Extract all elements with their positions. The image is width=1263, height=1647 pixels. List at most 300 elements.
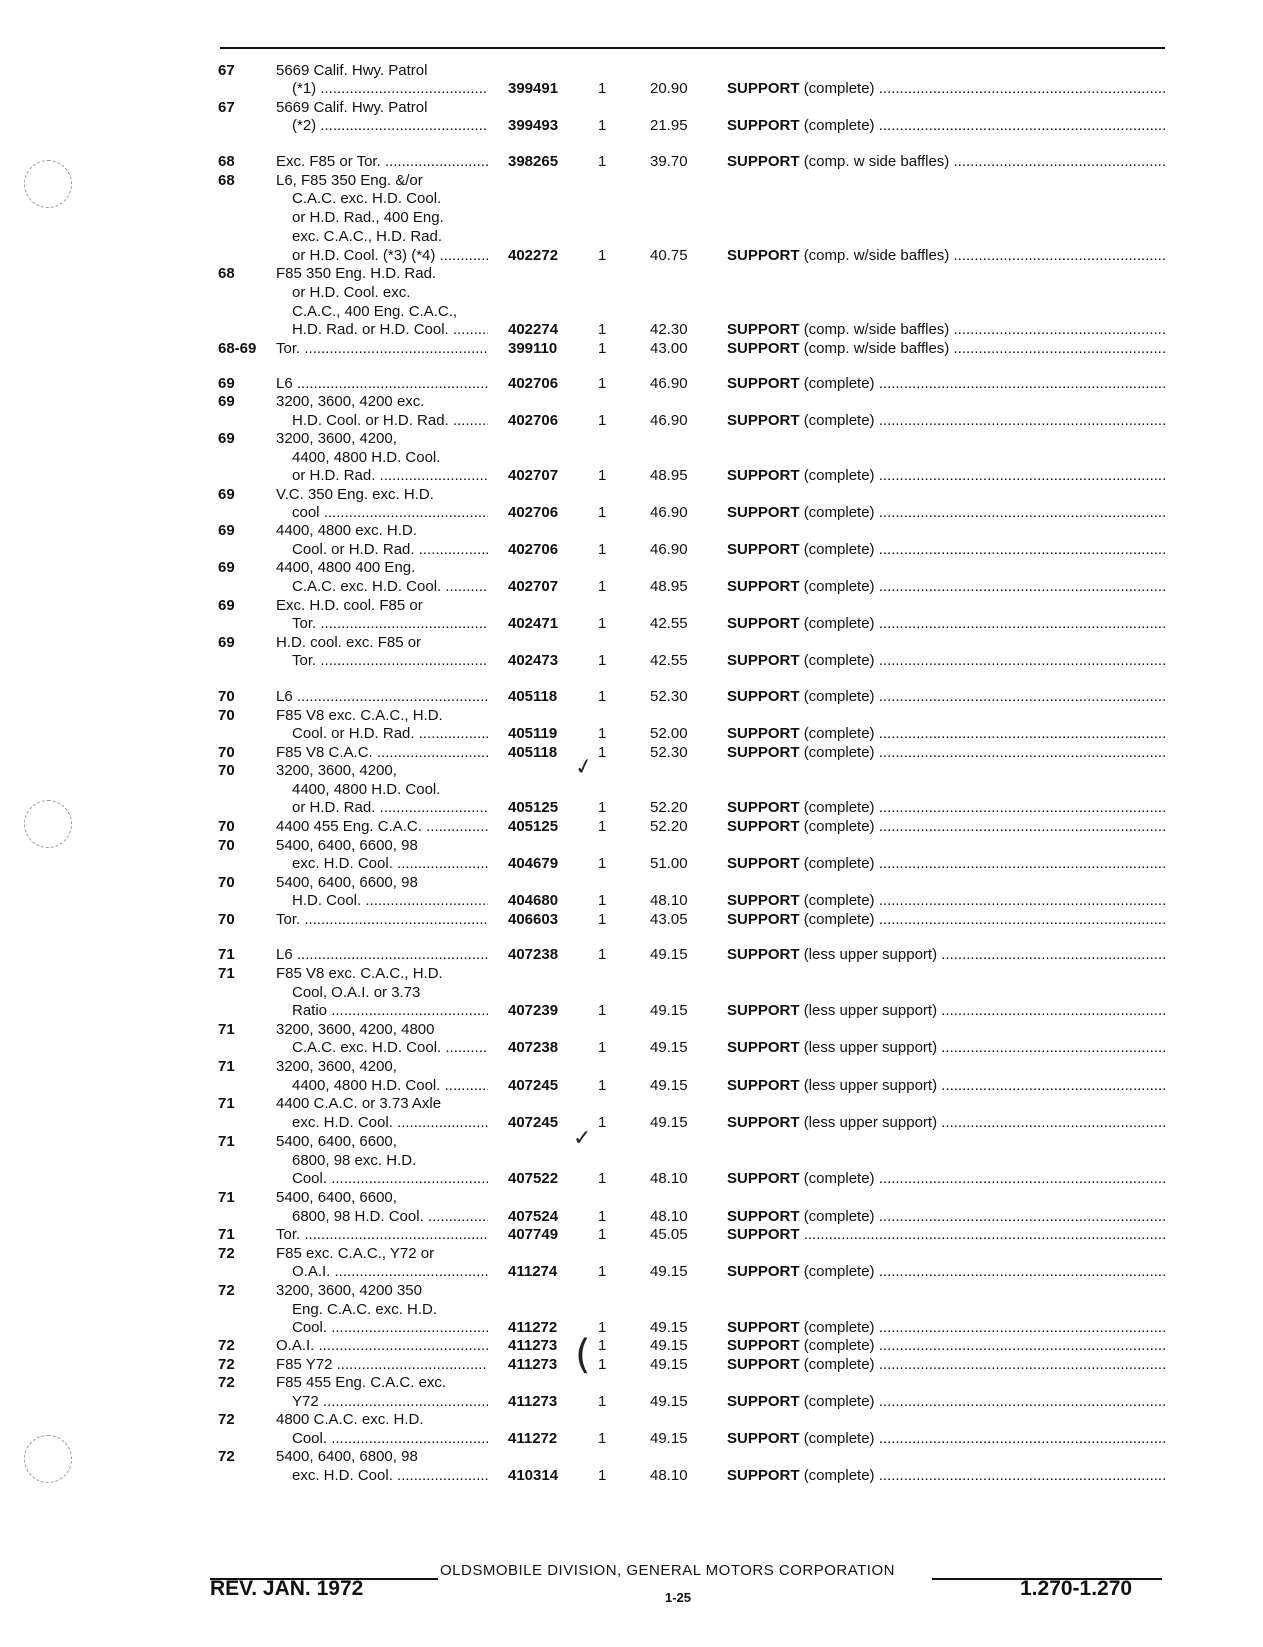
price: 49.15 [650, 1002, 688, 1019]
part-name [727, 1038, 1167, 1058]
application-description [276, 79, 488, 99]
model-year: 72 [218, 1282, 235, 1299]
application-text: F85 V8 C.A.C. ..... [276, 744, 488, 761]
part-number: 402272 [508, 247, 559, 264]
handwritten-check-mark: ✓ [573, 1126, 592, 1151]
part-name-bold: SUPPORT [727, 911, 800, 928]
application-text: F85 350 Eng. H.D. Rad. [276, 265, 437, 282]
application-description [276, 817, 488, 837]
price: 51.00 [650, 855, 688, 872]
part-name [727, 1001, 1167, 1021]
quantity: 1 [598, 855, 607, 872]
application-description [276, 1188, 488, 1208]
application-text: 5400, 6400, 6600, 98 [276, 874, 418, 891]
quantity: 1 [598, 247, 607, 264]
model-year: 69 [218, 486, 235, 503]
part-name [727, 1355, 1167, 1375]
part-note: (complete) ..... [804, 725, 1167, 742]
part-name [727, 466, 1167, 486]
application-description [276, 614, 488, 634]
model-year: 68-69 [218, 340, 257, 357]
application-description [276, 264, 488, 284]
application-text: Cool. or H.D. Rad. ..... [276, 541, 488, 558]
application-description [276, 1466, 488, 1486]
part-name-bold: SUPPORT [727, 1467, 800, 1484]
price: 48.10 [650, 1208, 688, 1225]
part-number: 411273 [508, 1356, 558, 1373]
part-note: (complete) ..... [804, 541, 1167, 558]
price: 46.90 [650, 375, 688, 392]
model-year: 70 [218, 762, 235, 779]
part-name [727, 1169, 1167, 1189]
quantity: 1 [598, 1077, 607, 1094]
part-note: (complete) ..... [804, 504, 1167, 521]
application-description [276, 448, 488, 468]
application-description [276, 1001, 488, 1021]
application-description [276, 1300, 488, 1320]
model-year: 69 [218, 393, 235, 410]
part-name [727, 651, 1167, 671]
model-year: 69 [218, 522, 235, 539]
application-description [276, 411, 488, 431]
application-description [276, 208, 488, 228]
application-text: 4400 455 Eng. C.A.C. ..... [276, 818, 488, 835]
application-description [276, 540, 488, 560]
part-number: 402706 [508, 541, 559, 558]
part-note: (comp. w side baffles) ..... [804, 153, 1167, 170]
quantity: 1 [598, 80, 607, 97]
part-note: (complete) ..... [804, 117, 1167, 134]
price: 39.70 [650, 153, 688, 170]
part-name-bold: SUPPORT [727, 467, 800, 484]
application-description [276, 891, 488, 911]
model-year: 69 [218, 430, 235, 447]
application-text: or H.D. Rad. ..... [276, 467, 488, 484]
application-description [276, 98, 488, 118]
application-text: 4400, 4800 H.D. Cool. [292, 781, 441, 798]
application-text: H.D. Cool. or H.D. Rad. ..... [276, 412, 488, 429]
application-text: C.A.C. exc. H.D. Cool. ..... [276, 1039, 488, 1056]
part-note: (complete) ..... [804, 1393, 1167, 1410]
price: 52.20 [650, 818, 688, 835]
application-text: H.D. Cool. ..... [276, 892, 488, 909]
price: 49.15 [650, 1337, 688, 1354]
model-year: 71 [218, 1095, 235, 1112]
part-name-bold: SUPPORT [727, 375, 800, 392]
footer-company: OLDSMOBILE DIVISION, GENERAL MOTORS CORPORATION [440, 1562, 895, 1579]
application-description [276, 1429, 488, 1449]
quantity: 1 [598, 946, 607, 963]
model-year: 72 [218, 1337, 235, 1354]
part-note: (comp. w/side baffles) ..... [804, 247, 1167, 264]
part-name-bold: SUPPORT [727, 1039, 800, 1056]
application-text: (*1) ..... [276, 80, 488, 97]
application-description [276, 1169, 488, 1189]
price: 52.20 [650, 799, 688, 816]
application-description [276, 945, 488, 965]
application-text: exc. H.D. Cool. ..... [276, 1467, 488, 1484]
part-note: (less upper support) ..... [804, 1077, 1167, 1094]
application-description [276, 964, 488, 984]
part-number: 399491 [508, 80, 559, 97]
model-year: 72 [218, 1245, 235, 1262]
application-description [276, 577, 488, 597]
quantity: 1 [598, 1263, 607, 1280]
application-description [276, 910, 488, 930]
model-year: 70 [218, 911, 235, 928]
part-number: 402473 [508, 652, 559, 669]
handwritten-bracket-mark: ( [575, 1332, 591, 1378]
quantity: 1 [598, 504, 607, 521]
part-number: 411273 [508, 1393, 558, 1410]
part-name [727, 79, 1167, 99]
part-number: 405119 [508, 725, 558, 742]
part-name [727, 1113, 1167, 1133]
application-text: 4400 C.A.C. or 3.73 Axle [276, 1095, 442, 1112]
quantity: 1 [598, 1356, 607, 1373]
price: 52.30 [650, 688, 688, 705]
price: 48.10 [650, 1467, 688, 1484]
application-description [276, 1038, 488, 1058]
handwritten-check-mark: ✓ [572, 753, 596, 782]
part-number: 407524 [508, 1208, 559, 1225]
application-description [276, 836, 488, 856]
part-note: (complete) ..... [804, 615, 1167, 632]
application-text: 5400, 6400, 6600, [276, 1133, 397, 1150]
quantity: 1 [598, 744, 607, 761]
quantity: 1 [598, 1467, 607, 1484]
application-text: 3200, 3600, 4200, [276, 430, 397, 447]
quantity: 1 [598, 615, 607, 632]
application-text: Tor. ..... [276, 911, 488, 928]
part-name [727, 152, 1167, 172]
application-description [276, 246, 488, 266]
part-note: (complete) ..... [804, 375, 1167, 392]
part-name-bold: SUPPORT [727, 855, 800, 872]
application-text: Tor. ..... [276, 340, 488, 357]
price: 20.90 [650, 80, 688, 97]
application-text: Tor. ..... [276, 1226, 488, 1243]
price: 52.00 [650, 725, 688, 742]
part-name-bold: SUPPORT [727, 892, 800, 909]
quantity: 1 [598, 1319, 607, 1336]
part-name-bold: SUPPORT [727, 117, 800, 134]
model-year: 72 [218, 1411, 235, 1428]
application-text: O.A.I. ..... [276, 1263, 488, 1280]
part-note: (complete) ..... [804, 1319, 1167, 1336]
application-text: 4400, 4800 exc. H.D. [276, 522, 417, 539]
part-name-bold: SUPPORT [727, 725, 800, 742]
application-description [276, 61, 488, 81]
part-name-bold: SUPPORT [727, 1208, 800, 1225]
application-text: L6 ..... [276, 375, 488, 392]
part-note: (complete) ..... [804, 1208, 1167, 1225]
part-note: (complete) ..... [804, 1337, 1167, 1354]
application-text: exc. H.D. Cool. ..... [276, 1114, 488, 1131]
application-text: 6800, 98 H.D. Cool. ..... [276, 1208, 488, 1225]
application-text: or H.D. Cool. (*3) (*4) ..... [276, 247, 488, 264]
application-description [276, 1410, 488, 1430]
quantity: 1 [598, 892, 607, 909]
model-year: 71 [218, 1058, 235, 1075]
quantity: 1 [598, 467, 607, 484]
quantity: 1 [598, 1430, 607, 1447]
part-name [727, 1076, 1167, 1096]
part-name [727, 614, 1167, 634]
quantity: 1 [598, 541, 607, 558]
part-note: (complete) ..... [804, 1263, 1167, 1280]
application-text: 5669 Calif. Hwy. Patrol [276, 62, 428, 79]
quantity: 1 [598, 340, 607, 357]
part-name-bold: SUPPORT [727, 652, 800, 669]
part-name-bold: SUPPORT [727, 1319, 800, 1336]
application-description [276, 1113, 488, 1133]
application-description [276, 780, 488, 800]
quantity: 1 [598, 652, 607, 669]
quantity: 1 [598, 578, 607, 595]
quantity: 1 [598, 321, 607, 338]
application-text: 6800, 98 exc. H.D. [292, 1152, 417, 1169]
application-description [276, 854, 488, 874]
price: 49.15 [650, 1114, 688, 1131]
price: 40.75 [650, 247, 688, 264]
application-text: cool ..... [276, 504, 488, 521]
top-rule [220, 47, 1165, 49]
part-name [727, 1392, 1167, 1412]
part-note: (complete) ..... [804, 1170, 1167, 1187]
part-number: 407239 [508, 1002, 559, 1019]
quantity: 1 [598, 1114, 607, 1131]
model-year: 71 [218, 946, 235, 963]
application-description [276, 798, 488, 818]
application-text: 3200, 3600, 4200 350 [276, 1282, 422, 1299]
application-text: or H.D. Cool. exc. [292, 284, 411, 301]
part-name-bold: SUPPORT [727, 412, 800, 429]
part-number: 398265 [508, 153, 559, 170]
part-name [727, 320, 1167, 340]
part-note: (complete) ..... [804, 818, 1167, 835]
application-description [276, 873, 488, 893]
part-note: (less upper support) ..... [804, 946, 1167, 963]
part-number: 405125 [508, 818, 559, 835]
part-number: 402274 [508, 321, 559, 338]
part-number: 402707 [508, 467, 559, 484]
part-name [727, 577, 1167, 597]
quantity: 1 [598, 818, 607, 835]
application-text: 3200, 3600, 4200 exc. [276, 393, 425, 410]
application-description [276, 1076, 488, 1096]
part-note: (complete) ..... [804, 412, 1167, 429]
punch-hole-bottom [24, 1435, 72, 1483]
application-text: Cool, O.A.I. or 3.73 [292, 984, 421, 1001]
part-name-bold: SUPPORT [727, 688, 800, 705]
part-name [727, 798, 1167, 818]
application-text: F85 V8 exc. C.A.C., H.D. [276, 707, 443, 724]
part-name [727, 687, 1167, 707]
part-name-bold: SUPPORT [727, 321, 800, 338]
application-description [276, 392, 488, 412]
price: 49.15 [650, 1077, 688, 1094]
price: 49.15 [650, 1393, 688, 1410]
model-year: 70 [218, 874, 235, 891]
application-description [276, 633, 488, 653]
application-text: C.A.C., 400 Eng. C.A.C., [292, 303, 458, 320]
application-text: Tor. ..... [276, 615, 488, 632]
application-description [276, 1262, 488, 1282]
application-description [276, 743, 488, 763]
quantity: 1 [598, 1002, 607, 1019]
application-text: Cool. ..... [276, 1319, 488, 1336]
quantity: 1 [598, 412, 607, 429]
price: 49.15 [650, 1319, 688, 1336]
model-year: 70 [218, 818, 235, 835]
application-text: L6, F85 350 Eng. &/or [276, 172, 423, 189]
application-description [276, 116, 488, 136]
part-name [727, 1207, 1167, 1227]
application-text: H.D. Rad. or H.D. Cool. ..... [276, 321, 488, 338]
quantity: 1 [598, 725, 607, 742]
punch-hole-top [24, 160, 72, 208]
model-year: 69 [218, 559, 235, 576]
part-number: 405118 [508, 744, 558, 761]
quantity: 1 [598, 1208, 607, 1225]
part-note: (complete) ..... [804, 467, 1167, 484]
model-year: 72 [218, 1356, 235, 1373]
application-description [276, 1020, 488, 1040]
part-number: 399110 [508, 340, 558, 357]
part-name [727, 1225, 1167, 1245]
part-note: (complete) ..... [804, 892, 1167, 909]
application-description [276, 596, 488, 616]
application-description [276, 1151, 488, 1171]
part-number: 402706 [508, 412, 559, 429]
price: 42.30 [650, 321, 688, 338]
application-description [276, 1392, 488, 1412]
application-text: Ratio ..... [276, 1002, 488, 1019]
part-name-bold: SUPPORT [727, 153, 800, 170]
application-description [276, 1132, 488, 1152]
model-year: 71 [218, 1226, 235, 1243]
part-number: 404680 [508, 892, 559, 909]
model-year: 70 [218, 837, 235, 854]
part-name-bold: SUPPORT [727, 247, 800, 264]
quantity: 1 [598, 688, 607, 705]
application-text: 5400, 6400, 6800, 98 [276, 1448, 418, 1465]
application-description [276, 1318, 488, 1338]
application-description [276, 429, 488, 449]
price: 48.10 [650, 1170, 688, 1187]
application-description [276, 171, 488, 191]
part-name-bold: SUPPORT [727, 946, 800, 963]
quantity: 1 [598, 153, 607, 170]
model-year: 72 [218, 1374, 235, 1391]
application-description [276, 503, 488, 523]
model-year: 71 [218, 1189, 235, 1206]
price: 45.05 [650, 1226, 688, 1243]
application-text: L6 ..... [276, 688, 488, 705]
part-note [804, 1226, 1167, 1243]
part-name-bold: SUPPORT [727, 1337, 800, 1354]
application-text: 5400, 6400, 6600, 98 [276, 837, 418, 854]
application-description [276, 706, 488, 726]
part-name-bold: SUPPORT [727, 1430, 800, 1447]
part-name [727, 503, 1167, 523]
application-description [276, 485, 488, 505]
part-name-bold: SUPPORT [727, 1114, 800, 1131]
application-text: Exc. F85 or Tor. ..... [276, 153, 488, 170]
part-note: (complete) ..... [804, 1467, 1167, 1484]
price: 49.15 [650, 1263, 688, 1280]
part-note: (complete) ..... [804, 744, 1167, 761]
part-name [727, 540, 1167, 560]
application-text: F85 V8 exc. C.A.C., H.D. [276, 965, 443, 982]
quantity: 1 [598, 911, 607, 928]
part-name [727, 1262, 1167, 1282]
application-text: 5669 Calif. Hwy. Patrol [276, 99, 428, 116]
part-name [727, 339, 1167, 359]
part-name [727, 854, 1167, 874]
part-number: 402471 [508, 615, 559, 632]
part-name-bold: SUPPORT [727, 1170, 800, 1187]
application-description [276, 761, 488, 781]
part-note: (complete) ..... [804, 80, 1167, 97]
part-number: 411273 [508, 1337, 558, 1354]
part-note: (less upper support) ..... [804, 1002, 1167, 1019]
application-text: Eng. C.A.C. exc. H.D. [292, 1301, 438, 1318]
application-description [276, 1373, 488, 1393]
application-text: V.C. 350 Eng. exc. H.D. [276, 486, 434, 503]
application-description [276, 189, 488, 209]
quantity: 1 [598, 1170, 607, 1187]
application-description [276, 1225, 488, 1245]
quantity: 1 [598, 1039, 607, 1056]
application-description [276, 1244, 488, 1264]
application-description [276, 558, 488, 578]
model-year: 68 [218, 265, 235, 282]
model-year: 67 [218, 62, 235, 79]
part-number: 405125 [508, 799, 559, 816]
part-number: 406603 [508, 911, 559, 928]
footer-section-number: 1.270-1.270 [1020, 1577, 1133, 1600]
model-year: 67 [218, 99, 235, 116]
part-name [727, 891, 1167, 911]
application-text: Cool. or H.D. Rad. ..... [276, 725, 488, 742]
price: 46.90 [650, 412, 688, 429]
application-text: or H.D. Rad. ..... [276, 799, 488, 816]
application-text: C.A.C. exc. H.D. Cool. [292, 190, 442, 207]
part-name [727, 910, 1167, 930]
application-description [276, 152, 488, 172]
part-number: 411272 [508, 1319, 558, 1336]
part-number: 402706 [508, 375, 559, 392]
application-text: O.A.I. ..... [276, 1337, 488, 1354]
quantity: 1 [598, 117, 607, 134]
punch-hole-middle [24, 800, 72, 848]
part-name [727, 743, 1167, 763]
model-year: 71 [218, 1133, 235, 1150]
part-note: (complete) ..... [804, 855, 1167, 872]
part-name [727, 1429, 1167, 1449]
application-description [276, 1336, 488, 1356]
application-text: Tor. ..... [276, 652, 488, 669]
application-text: F85 Y72 ..... [276, 1356, 488, 1373]
quantity: 1 [598, 799, 607, 816]
price: 52.30 [650, 744, 688, 761]
part-number: 402706 [508, 504, 559, 521]
part-name-bold: SUPPORT [727, 1077, 800, 1094]
part-note: (complete) ..... [804, 1356, 1167, 1373]
price: 42.55 [650, 652, 688, 669]
